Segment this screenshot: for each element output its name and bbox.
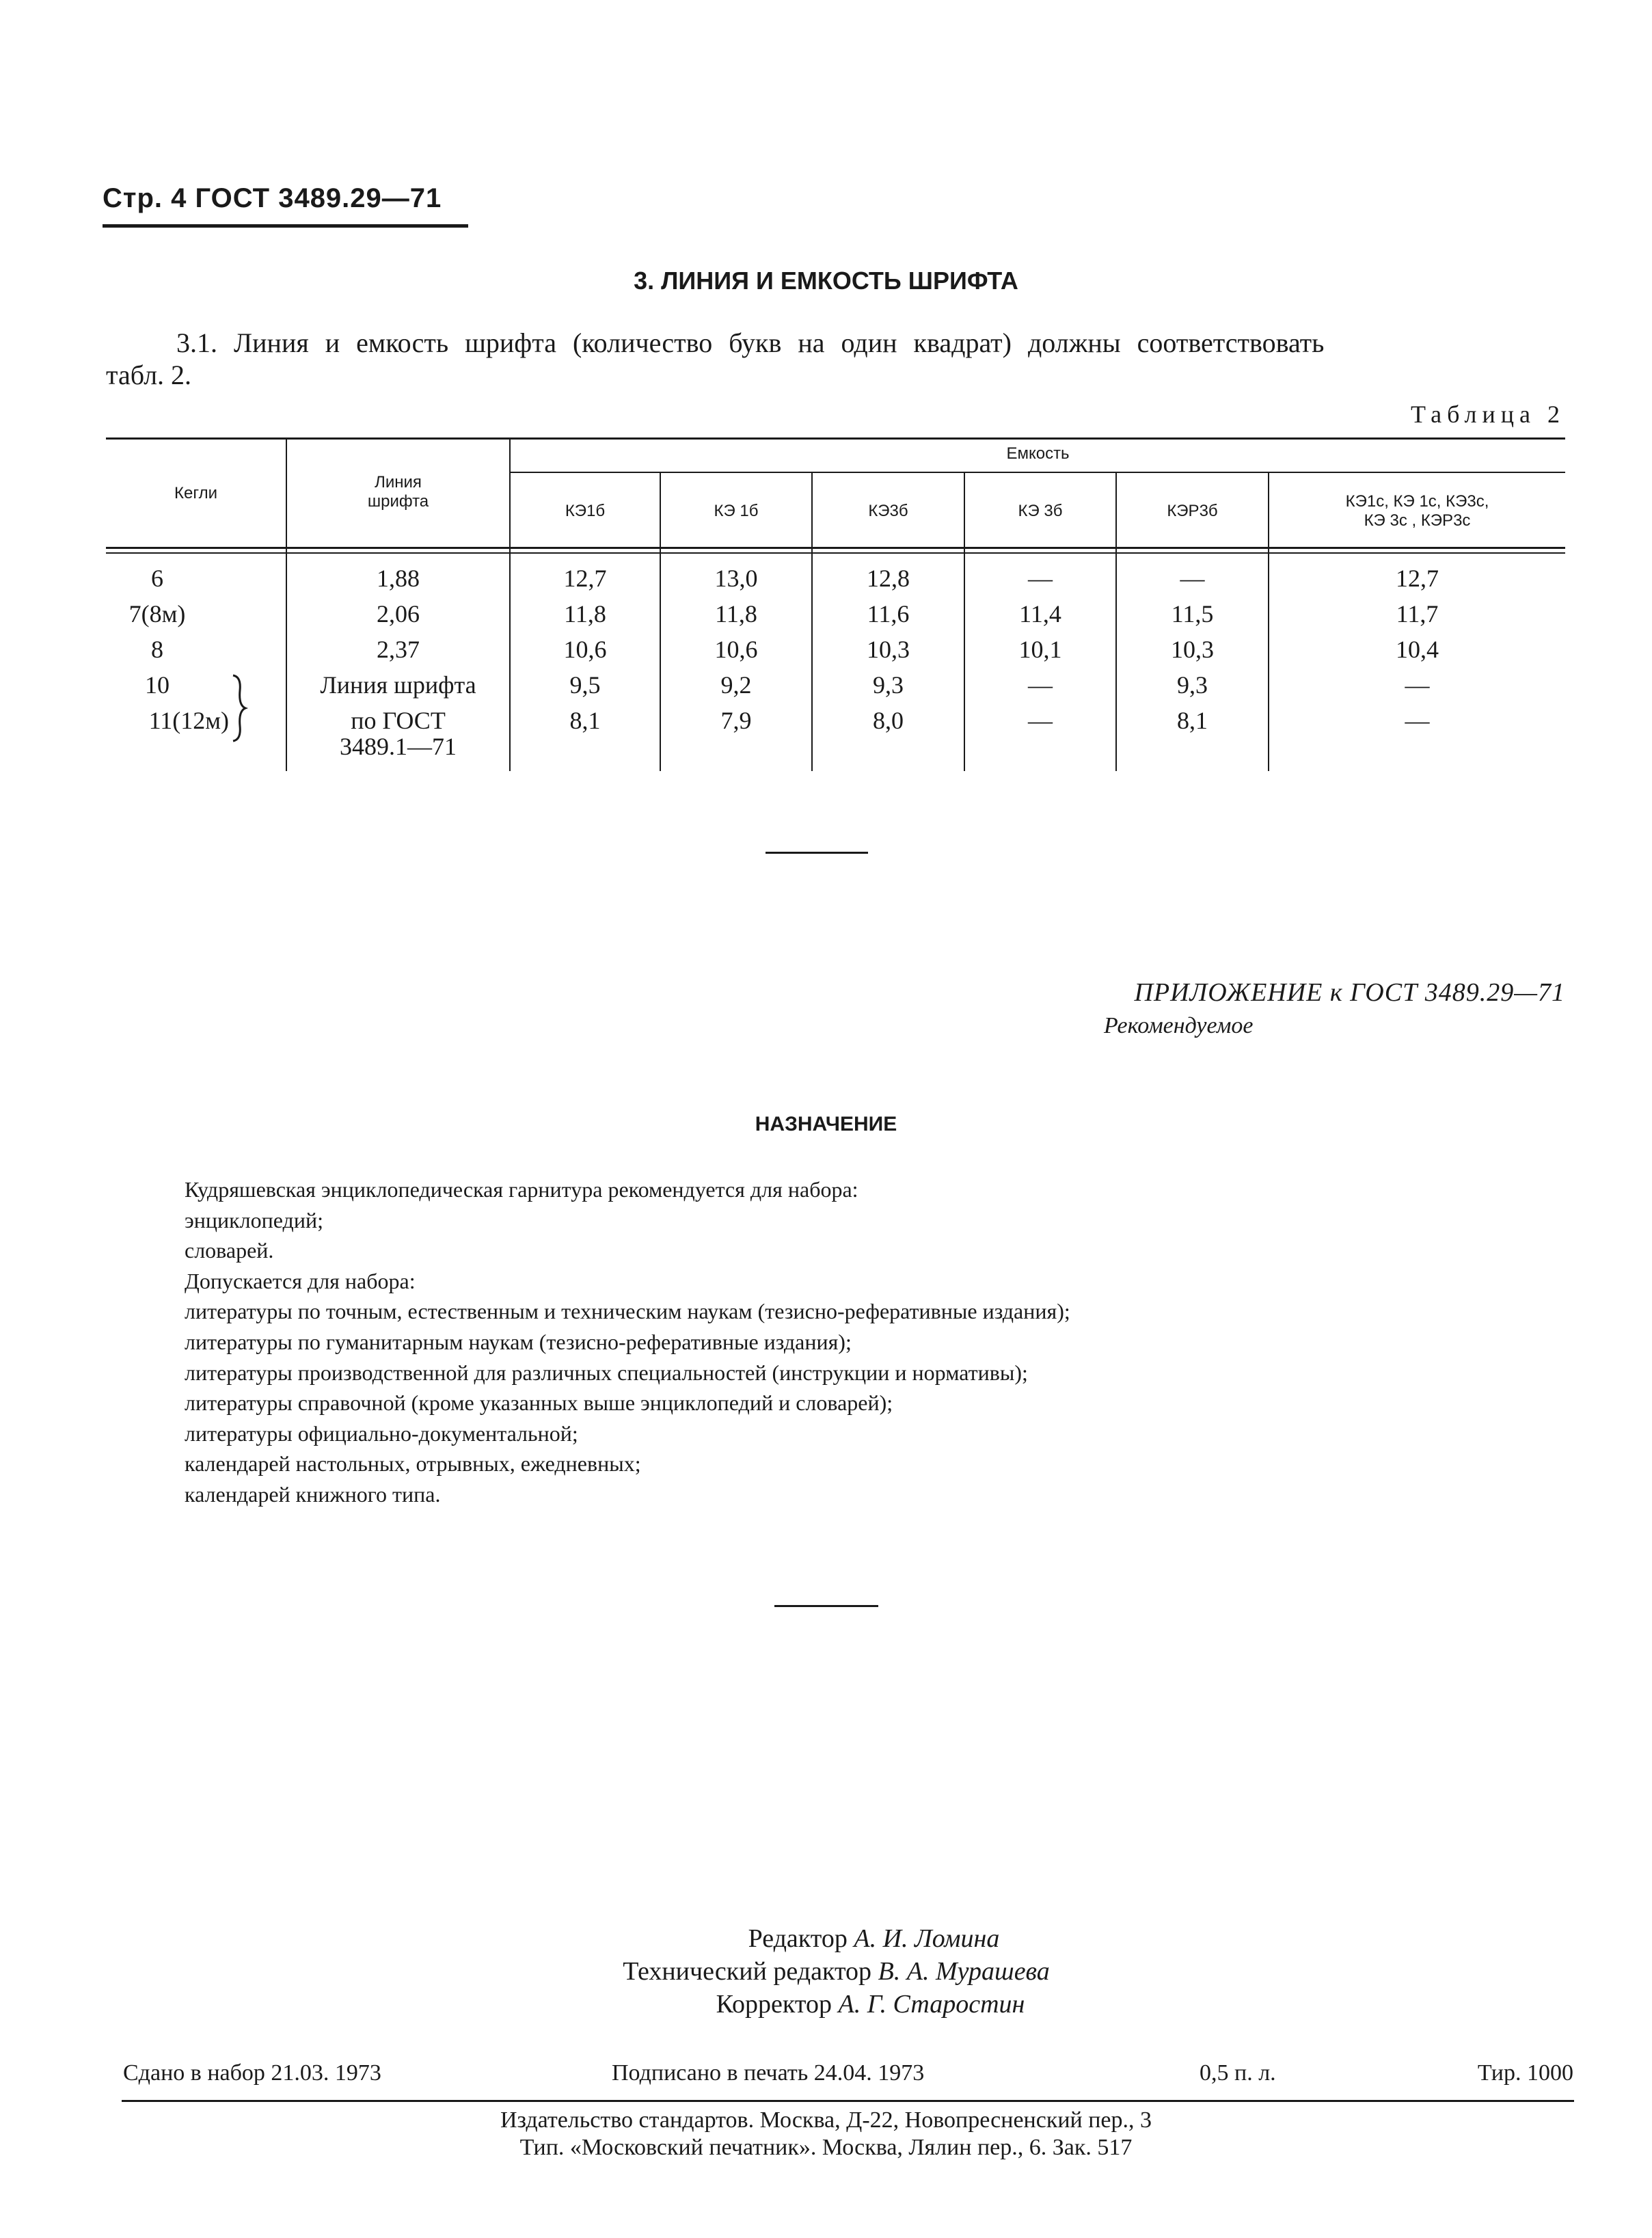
credit-proofreader (0, 1988, 1652, 2021)
capacity-value: — (1180, 565, 1205, 592)
header-ke-s-part-2: КЭ 3с , КЭР3с (1364, 511, 1471, 530)
credit-name: А. И. Ломина (854, 1924, 1000, 1953)
capacity-value: — (1028, 707, 1053, 734)
capacity-value: 11,5 (1171, 600, 1214, 628)
header-capacity-group: Емкость (1006, 444, 1070, 463)
credit-role: Редактор (748, 1924, 848, 1953)
credits-block (0, 1922, 1652, 2021)
capacity-value: 9,3 (1177, 671, 1208, 699)
capacity-value: 8,0 (873, 707, 904, 734)
section-separator (766, 852, 868, 854)
credit-name: В. А. Мурашева (878, 1957, 1050, 1986)
capacity-value: 12,8 (867, 565, 910, 592)
capacity-value: 11,6 (867, 600, 910, 628)
table-header-rule-2 (106, 552, 1565, 554)
header-ke3b: КЭ3б (868, 502, 908, 520)
running-header: Стр. 4 ГОСТ 3489.29—71 (103, 183, 442, 213)
line-cell: 2,37 (377, 636, 420, 663)
purpose-line: литературы справочной (кроме указанных выше энциклопедий и словарей); (185, 1390, 893, 1416)
header-ke1b: КЭ1б (565, 502, 606, 520)
line-cell: по ГОСТ (351, 707, 446, 734)
capacity-value: 13,0 (714, 565, 758, 592)
table-header-rule (106, 547, 1565, 549)
table-group-rule (509, 472, 1565, 473)
capacity-value: 10,3 (867, 636, 910, 663)
header-line (287, 473, 509, 511)
capacity-value: 11,7 (1396, 600, 1439, 628)
capacity-value: 12,7 (563, 565, 607, 592)
purpose-line: литературы производственной для различных специальностей (инструкции и нормативы); (185, 1360, 1028, 1385)
footer-signed: Подписано в печать 24.04. 1973 (612, 2060, 925, 2086)
purpose-line: литературы по точным, естественным и техническим наукам (тезисно-реферативные издания); (185, 1299, 1070, 1324)
kegl-cell: 11(12м) (148, 707, 229, 734)
purpose-line: словарей. (185, 1238, 274, 1263)
line-cell: 1,88 (377, 565, 420, 592)
capacity-value: 10,3 (1171, 636, 1214, 663)
capacity-value: — (1405, 707, 1430, 734)
capacity-value: — (1028, 671, 1053, 699)
header-ker3b: КЭР3б (1167, 502, 1218, 520)
capacity-value: 9,3 (873, 671, 904, 699)
line-cell: Линия шрифта (320, 671, 476, 699)
credit-name: А. Г. Старостин (838, 1990, 1025, 2019)
publisher-line: Тип. «Московский печатник». Москва, Лялин пер., 6. Зак. 517 (519, 2135, 1133, 2160)
purpose-line: литературы официально-документальной; (185, 1420, 578, 1446)
footer-rule (122, 2100, 1574, 2102)
header-ke-s-group (1269, 492, 1565, 530)
header-ke-3b: КЭ 3б (1018, 502, 1063, 520)
capacity-value: — (1405, 671, 1430, 699)
footer-submitted: Сдано в набор 21.03. 1973 (123, 2060, 381, 2086)
capacity-value: 11,8 (564, 600, 606, 628)
footer-sheets: 0,5 п. л. (1200, 2060, 1276, 2086)
credit-tech-editor (0, 1955, 1652, 1988)
table-top-rule (106, 437, 1565, 440)
header-line-part-2: шрифта (367, 492, 429, 511)
table-label: Таблица 2 (1411, 401, 1565, 428)
capacity-value: 10,6 (563, 636, 607, 663)
capacity-value: 11,8 (715, 600, 757, 628)
section-title: 3. ЛИНИЯ И ЕМКОСТЬ ШРИФТА (634, 267, 1018, 295)
purpose-list (185, 1174, 1070, 1510)
appendix-title: ПРИЛОЖЕНИЕ к ГОСТ 3489.29—71 (1134, 978, 1565, 1007)
capacity-value: 10,6 (714, 636, 758, 663)
appendix-subtitle: Рекомендуемое (1104, 1013, 1254, 1038)
kegl-cell: 7(8м) (128, 600, 186, 628)
purpose-title: НАЗНАЧЕНИЕ (755, 1113, 897, 1135)
purpose-line: энциклопедий; (185, 1207, 323, 1232)
header-ke-s-part-1: КЭ1с, КЭ 1с, КЭ3с, (1345, 492, 1489, 511)
capacity-value: 7,9 (720, 707, 752, 734)
footer-print-run: Тир. 1000 (1477, 2060, 1573, 2086)
intro-paragraph-line-1: 3.1. Линия и емкость шрифта (количество букв на один квадрат) должны соответствовать (176, 327, 1325, 358)
capacity-value: 9,2 (720, 671, 752, 699)
capacity-value: 11,4 (1019, 600, 1061, 628)
credit-role: Технический редактор (623, 1957, 872, 1986)
header-rule (103, 224, 468, 228)
header-ke-1b: КЭ 1б (714, 502, 759, 520)
intro-paragraph-line-2: табл. 2. (106, 360, 192, 390)
capacity-value: 8,1 (1177, 707, 1208, 734)
capacity-value: 12,7 (1396, 565, 1439, 592)
purpose-line: Кудряшевская энциклопедическая гарнитура рекомендуется для набора: (185, 1177, 858, 1202)
kegl-cell: 6 (151, 565, 163, 592)
purpose-line: литературы по гуманитарным наукам (тезисно-реферативные издания); (185, 1329, 852, 1354)
capacity-value: 8,1 (569, 707, 601, 734)
line-cell: 2,06 (377, 600, 420, 628)
capacity-value: 9,5 (569, 671, 601, 699)
purpose-line: календарей настольных, отрывных, ежедневных; (185, 1451, 641, 1477)
kegl-cell: 10 (145, 671, 170, 699)
capacity-value: 10,4 (1396, 636, 1439, 663)
header-line-part-1: Линия (375, 473, 422, 491)
capacity-value: — (1028, 565, 1053, 592)
credit-editor (0, 1922, 1652, 1955)
line-cell-gost-number: 3489.1—71 (340, 733, 457, 760)
publisher-block (0, 2107, 1652, 2161)
capacity-value: 10,1 (1018, 636, 1062, 663)
credit-role: Корректор (716, 1990, 832, 2019)
capacity-table (106, 437, 1565, 771)
brace-icon (229, 674, 249, 742)
purpose-line: календарей книжного типа. (185, 1481, 441, 1507)
publisher-line: Издательство стандартов. Москва, Д-22, Новопресненский пер., 3 (500, 2107, 1152, 2133)
header-kegli: Кегли (174, 484, 217, 502)
section-separator (774, 1605, 878, 1607)
kegl-cell: 8 (151, 636, 163, 663)
purpose-line: Допускается для набора: (185, 1268, 416, 1293)
